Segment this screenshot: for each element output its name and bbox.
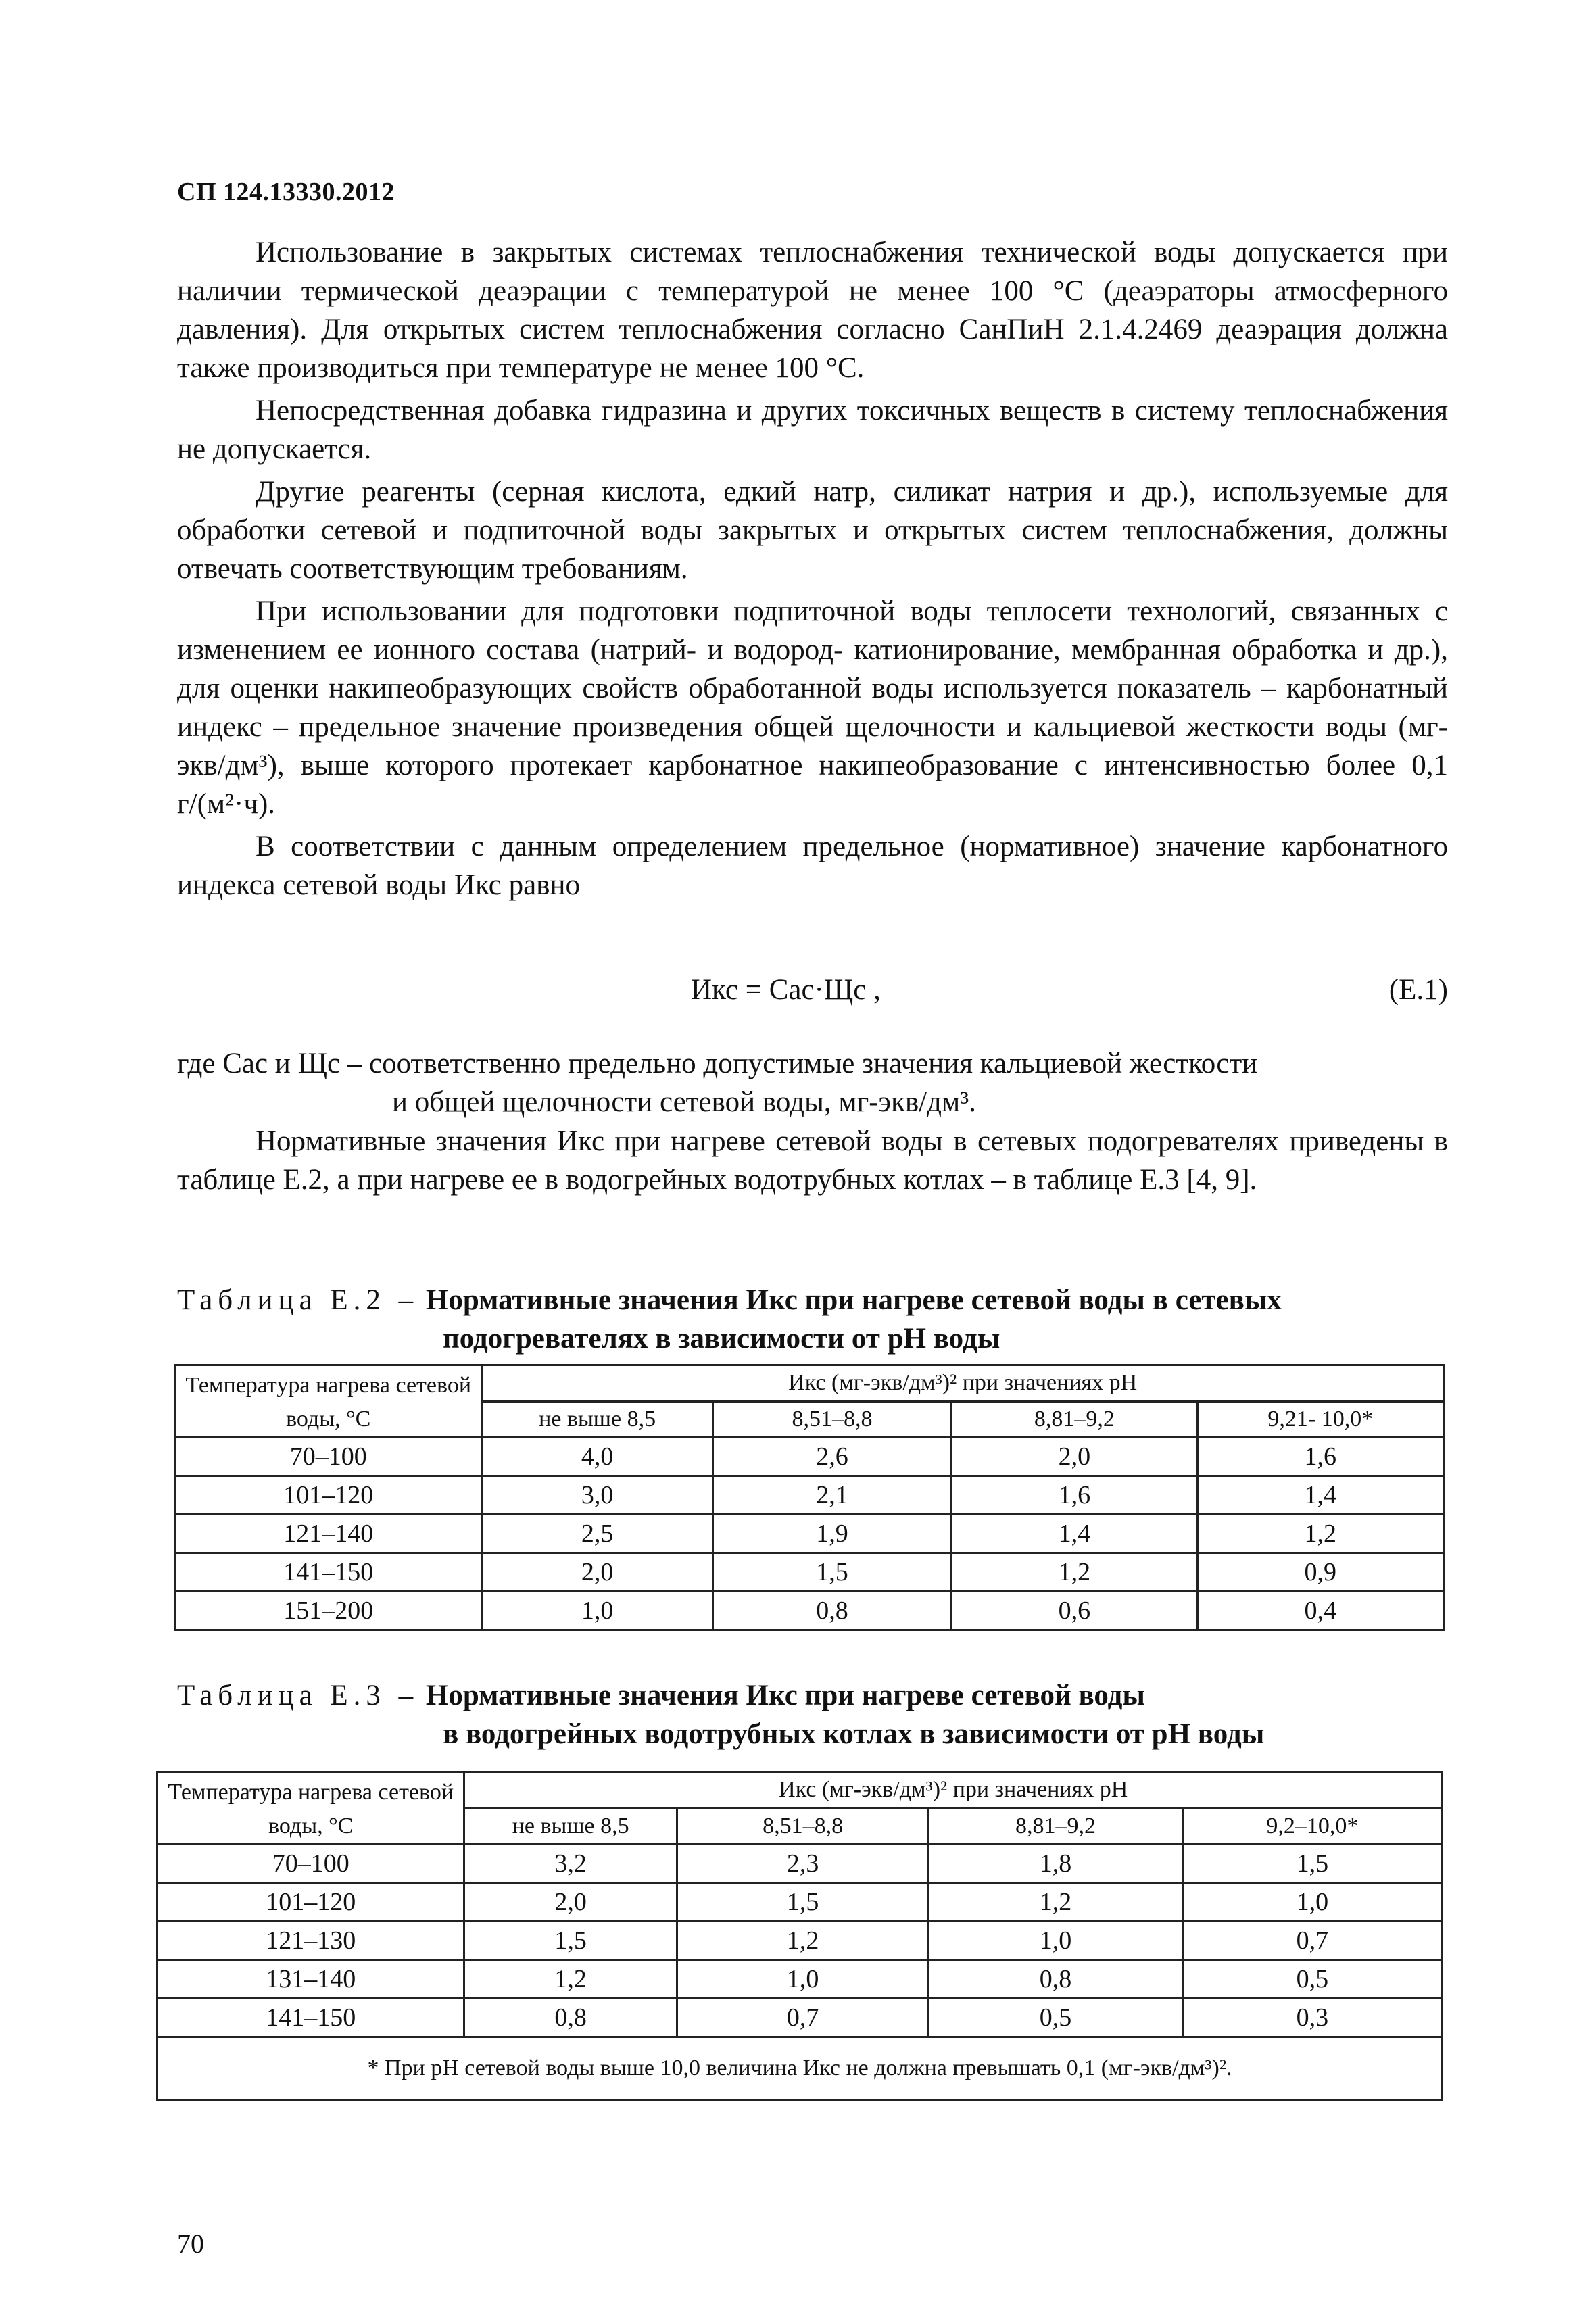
table-cell: 1,5 — [677, 1883, 928, 1922]
table-cell: 0,8 — [712, 1592, 951, 1630]
table-cell: 2,1 — [712, 1476, 951, 1515]
formula-e1 — [177, 973, 1448, 1014]
table-cell: 70–100 — [175, 1438, 482, 1476]
table-e2-row — [175, 1438, 1444, 1476]
paragraph-1: Использование в закрытых системах теплоснабжения технической воды допускается при наличии термической деаэрации с температурой не менее 100 °С (деаэраторы атмосферного давления). Для открытых систем теплоснабжения согласно СанПиН 2.1.4.2469 деаэрация должна также производиться при температуре не менее 100 °С. — [177, 237, 1448, 384]
table-cell: 1,0 — [677, 1960, 928, 1999]
paragraph-4: При использовании для подготовки подпиточной воды теплосети технологий, связанных с изменением ее ионного состава (натрий- и водород- катионирование, мембранная обработка и др.), для оценки накипеобразующих свойств обработанной воды используется показатель – карбонатный индекс – предельное значение произведения общей щелочности и кальциевой жесткости воды (мг-экв/дм³), выше которого протекает карбонатное накипеобразование с интенсивностью более 0,1 г/(м²·ч). — [177, 595, 1448, 820]
table-e2-caption-lead: Таблица Е.2 – — [177, 1284, 419, 1316]
table-e3-ph-header: не выше 8,5 — [464, 1808, 677, 1845]
table-cell: 4,0 — [482, 1438, 712, 1476]
paragraph-tables-reference — [177, 1122, 1448, 1199]
table-cell: 0,3 — [1182, 1999, 1442, 2037]
table-e2-row — [175, 1553, 1444, 1592]
table-e3-ph-header: 8,81–9,2 — [929, 1808, 1182, 1845]
paragraph-5: В соответствии с данным определением предельное (нормативное) значение карбонатного индекса сетевой воды Икс равно — [177, 831, 1448, 901]
table-e3-ph-header: 8,51–8,8 — [677, 1808, 928, 1845]
paragraph-2: Непосредственная добавка гидразина и других токсичных веществ в систему теплоснабжения не допускается. — [177, 395, 1448, 465]
table-cell: 1,5 — [464, 1922, 677, 1960]
table-e2-ph-header: не выше 8,5 — [482, 1401, 712, 1438]
table-cell: 1,8 — [929, 1845, 1182, 1883]
table-cell: 101–120 — [175, 1476, 482, 1515]
table-cell: 1,2 — [952, 1553, 1197, 1592]
table-cell: 121–140 — [175, 1515, 482, 1553]
table-cell: 0,7 — [1182, 1922, 1442, 1960]
table-e3-group-header: Икс (мг-экв/дм³)² при значениях рН — [464, 1772, 1443, 1809]
table-e2-row — [175, 1515, 1444, 1553]
table-cell: 0,5 — [1182, 1960, 1442, 1999]
table-cell: 1,0 — [482, 1592, 712, 1630]
table-cell: 1,5 — [1182, 1845, 1442, 1883]
page-number: 70 — [177, 2228, 204, 2259]
table-e2-row — [175, 1476, 1444, 1515]
table-e3-row — [158, 1845, 1443, 1883]
table-e2-row — [175, 1592, 1444, 1630]
table-cell: 3,0 — [482, 1476, 712, 1515]
formula-legend — [177, 1044, 1448, 1121]
table-cell: 1,9 — [712, 1515, 951, 1553]
table-cell: 0,5 — [929, 1999, 1182, 2037]
table-cell: 2,0 — [952, 1438, 1197, 1476]
table-cell: 0,8 — [464, 1999, 677, 2037]
table-e2-group-header: Икс (мг-экв/дм³)² при значениях рН — [482, 1365, 1444, 1402]
table-e2-caption — [177, 1281, 1448, 1358]
table-cell: 1,6 — [952, 1476, 1197, 1515]
body-paragraphs — [177, 233, 1448, 908]
table-cell: 1,6 — [1197, 1438, 1443, 1476]
table-e3-row — [158, 1960, 1443, 1999]
table-cell: 0,4 — [1197, 1592, 1443, 1630]
table-e2-ph-header: 9,21- 10,0* — [1197, 1401, 1443, 1438]
table-cell: 141–150 — [158, 1999, 464, 2037]
table-cell: 0,6 — [952, 1592, 1197, 1630]
table-cell: 0,7 — [677, 1999, 928, 2037]
table-e3 — [156, 1771, 1443, 2101]
table-cell: 1,0 — [1182, 1883, 1442, 1922]
table-e2 — [174, 1364, 1445, 1631]
table-cell: 101–120 — [158, 1883, 464, 1922]
table-cell: 2,6 — [712, 1438, 951, 1476]
table-e3-col0-header: Температура нагрева сетевой воды, °С — [158, 1772, 464, 1845]
table-cell: 1,2 — [677, 1922, 928, 1960]
table-cell: 121–130 — [158, 1922, 464, 1960]
paragraph-3: Другие реагенты (серная кислота, едкий натр, силикат натрия и др.), используемые для обработки сетевой и подпиточной воды закрытых и открытых систем теплоснабжения, должны отвечать соответствующим требованиям. — [177, 476, 1448, 585]
table-cell: 151–200 — [175, 1592, 482, 1630]
table-cell: 2,0 — [464, 1883, 677, 1922]
table-e3-caption-lead: Таблица Е.3 – — [177, 1680, 419, 1711]
table-cell: 1,2 — [464, 1960, 677, 1999]
document-code-header: СП 124.13330.2012 — [177, 178, 395, 206]
paragraph-6: Нормативные значения Икс при нагреве сетевой воды в сетевых подогревателях приведены в таблице Е.2, а при нагреве ее в водогрейных водотрубных котлах – в таблице Е.3 [4, 9]. — [177, 1125, 1448, 1196]
table-e2-caption-title-cont: подогревателях в зависимости от рН воды — [443, 1323, 1000, 1355]
table-cell: 70–100 — [158, 1845, 464, 1883]
table-e2-ph-header: 8,51–8,8 — [712, 1401, 951, 1438]
table-e3-row — [158, 1999, 1443, 2037]
table-e3-ph-header: 9,2–10,0* — [1182, 1808, 1442, 1845]
formula-legend-line-2: и общей щелочности сетевой воды, мг-экв/дм³. — [392, 1086, 976, 1118]
table-cell: 2,3 — [677, 1845, 928, 1883]
table-e3-caption — [177, 1676, 1448, 1753]
table-cell: 131–140 — [158, 1960, 464, 1999]
formula-number: (Е.1) — [1388, 974, 1448, 1006]
table-e2-ph-header: 8,81–9,2 — [952, 1401, 1197, 1438]
formula-expression: Икс = Сас·Щс , — [691, 974, 881, 1006]
table-e2-col0-header: Температура нагрева сетевой воды, °С — [175, 1365, 482, 1438]
table-cell: 141–150 — [175, 1553, 482, 1592]
table-e3-caption-title-cont: в водогрейных водотрубных котлах в зависимости от рН воды — [443, 1718, 1265, 1750]
table-cell: 3,2 — [464, 1845, 677, 1883]
table-e3-caption-title: Нормативные значения Икс при нагреве сетевой воды — [425, 1680, 1145, 1711]
table-cell: 1,2 — [929, 1883, 1182, 1922]
table-cell: 1,4 — [952, 1515, 1197, 1553]
table-cell: 2,0 — [482, 1553, 712, 1592]
table-e3-footnote: * При рН сетевой воды выше 10,0 величина Икс не должна превышать 0,1 (мг-экв/дм³)². — [158, 2037, 1443, 2100]
formula-legend-line-1: где Сас и Щс – соответственно предельно допустимые значения кальциевой жесткости — [177, 1048, 1258, 1079]
table-e3-row — [158, 1883, 1443, 1922]
table-cell: 2,5 — [482, 1515, 712, 1553]
table-e2-caption-title: Нормативные значения Икс при нагреве сетевой воды в сетевых — [425, 1284, 1282, 1316]
table-e3-row — [158, 1922, 1443, 1960]
table-cell: 1,2 — [1197, 1515, 1443, 1553]
table-cell: 1,5 — [712, 1553, 951, 1592]
table-cell: 1,0 — [929, 1922, 1182, 1960]
table-cell: 0,9 — [1197, 1553, 1443, 1592]
table-cell: 1,4 — [1197, 1476, 1443, 1515]
table-cell: 0,8 — [929, 1960, 1182, 1999]
